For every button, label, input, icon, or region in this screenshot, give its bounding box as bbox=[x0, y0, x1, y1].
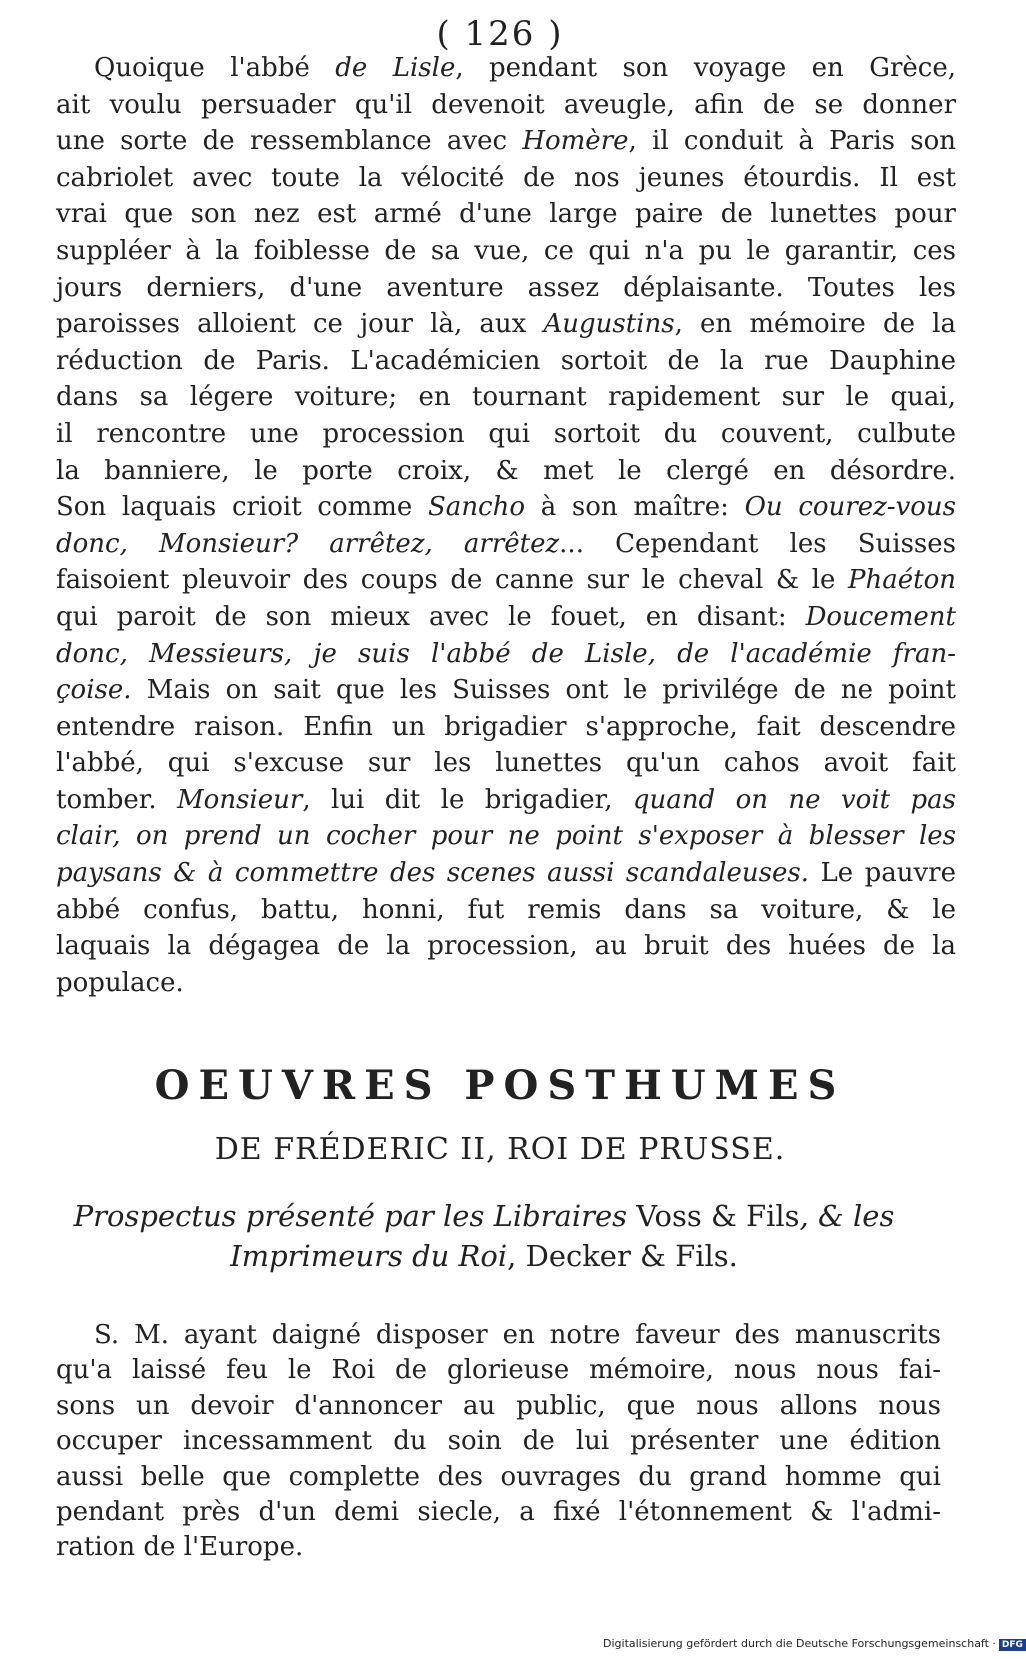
text-line bbox=[56, 87, 956, 124]
italic-span: paysans & à commettre des scenes aussi scandaleuses. bbox=[56, 858, 809, 889]
italic-span: , & les bbox=[799, 1199, 895, 1233]
text-span: ration de l'Europe. bbox=[56, 1532, 304, 1563]
text-span: , pendant son voyage en Grèce, bbox=[455, 53, 956, 83]
text-span: vrai que son nez est armé d'une large paire de lunettes pour bbox=[56, 199, 956, 230]
text-span: réduction de Paris. L'académicien sortoit de la rue Dauphine bbox=[56, 345, 956, 376]
text-line bbox=[56, 562, 956, 599]
text-line bbox=[24, 1196, 944, 1236]
text-span: il rencontre une procession qui sortoit du couvent, culbute bbox=[56, 418, 956, 449]
text-span: qui paroit de son mieux avec le fouet, en disant: bbox=[56, 601, 806, 632]
text-span: qu'a laissé feu le Roi de glorieuse mémoire, nous nous fai- bbox=[56, 1355, 941, 1386]
text-line bbox=[56, 672, 956, 709]
text-line bbox=[56, 306, 956, 343]
digitization-credit bbox=[603, 1637, 1026, 1651]
text-span: paroisses alloient ce jour là, aux bbox=[56, 309, 544, 340]
text-span: , lui dit le brigadier, bbox=[302, 784, 633, 815]
text-line bbox=[56, 1389, 941, 1424]
announcement-text bbox=[56, 1318, 941, 1566]
italic-span: donc, Messieurs, je suis l'abbé de Lisle, de l'académie fran- bbox=[56, 638, 956, 669]
article-text bbox=[56, 50, 956, 1001]
text-span: dans sa légere voiture; en tournant rapidement sur le quai, bbox=[56, 382, 956, 413]
italic-span: Augustins bbox=[543, 309, 675, 340]
text-line bbox=[24, 1236, 944, 1276]
italic-span: Phaéton bbox=[848, 565, 956, 596]
text-line bbox=[56, 233, 956, 270]
text-line bbox=[56, 123, 956, 160]
text-line bbox=[56, 1424, 941, 1459]
italic-span: Doucement bbox=[805, 601, 956, 632]
text-line bbox=[56, 196, 956, 233]
text-span: populace. bbox=[56, 967, 184, 998]
text-span: laquais la dégagea de la procession, au bruit des huées de la bbox=[56, 931, 956, 962]
text-span: une sorte de ressemblance avec bbox=[56, 126, 523, 157]
italic-span: Prospectus présenté par les Libraires bbox=[73, 1199, 637, 1233]
text-line bbox=[56, 343, 956, 380]
text-line bbox=[56, 160, 956, 197]
credit-text: Digitalisierung gefördert durch die Deutsche Forschungsgemeinschaft · bbox=[603, 1637, 996, 1650]
text-line bbox=[56, 453, 956, 490]
text-line bbox=[56, 1460, 941, 1495]
text-span: Le pauvre bbox=[808, 858, 956, 889]
text-line bbox=[56, 379, 956, 416]
text-span: , il conduit à Paris son bbox=[628, 126, 956, 157]
text-line bbox=[56, 855, 956, 892]
text-line bbox=[56, 709, 956, 746]
text-span: cabriolet avec toute la vélocité de nos jeunes étourdis. Il est bbox=[56, 162, 956, 193]
text-line bbox=[56, 1353, 941, 1388]
italic-span: Ou courez-vous bbox=[744, 492, 957, 523]
text-line bbox=[56, 489, 956, 526]
italic-span: Homère bbox=[522, 126, 629, 157]
text-line bbox=[56, 270, 956, 307]
text-span: pendant près d'un demi siecle, a fixé l'étonnement & l'admi- bbox=[56, 1496, 941, 1527]
text-span: S. M. ayant daigné disposer en notre faveur des manuscrits bbox=[94, 1320, 941, 1350]
italic-span: Imprimeurs du Roi bbox=[230, 1239, 508, 1273]
text-span: la banniere, le porte croix, & met le clergé en désordre. bbox=[56, 455, 956, 486]
text-span: jours derniers, d'une aventure assez déplaisante. Toutes les bbox=[56, 272, 956, 303]
text-line bbox=[56, 1318, 941, 1353]
text-line bbox=[56, 818, 956, 855]
text-span: Son laquais crioit comme bbox=[56, 492, 428, 523]
text-line bbox=[56, 965, 956, 1002]
dfg-logo: DFG bbox=[999, 1639, 1026, 1651]
italic-span: Sancho bbox=[428, 492, 526, 523]
text-span: tomber. bbox=[56, 784, 178, 815]
page-number: ( 126 ) bbox=[436, 14, 564, 54]
italic-span: çoise. bbox=[56, 675, 132, 706]
text-line bbox=[56, 1530, 941, 1565]
prospectus-heading bbox=[24, 1196, 944, 1276]
text-span: entendre raison. Enfin un brigadier s'approche, fait descendre bbox=[56, 711, 956, 742]
text-span: l'abbé, qui s'excuse sur les lunettes qu'un cahos avoit fait bbox=[56, 748, 956, 779]
italic-span: Monsieur bbox=[177, 784, 303, 815]
text-span: sons un devoir d'annoncer au public, que nous allons nous bbox=[56, 1390, 941, 1421]
text-span: faisoient pleuvoir des coups de canne sur le cheval & le bbox=[56, 565, 849, 596]
text-line bbox=[56, 892, 956, 929]
text-span: Mais on sait que les Suisses ont le privilége de ne point bbox=[131, 675, 956, 706]
text-span: abbé confus, battu, honni, fut remis dans sa voiture, & le bbox=[56, 894, 956, 925]
text-span: suppléer à la foiblesse de sa vue, ce qui n'a pu le garantir, ces bbox=[56, 235, 956, 266]
italic-span: de Lisle bbox=[335, 53, 456, 83]
section-subtitle: DE FRÉDERIC II, ROI DE PRUSSE. bbox=[214, 1132, 786, 1167]
text-span: ... Cependant les Suisses bbox=[559, 528, 956, 559]
italic-span: quand on ne voit pas bbox=[632, 784, 957, 815]
italic-span: donc, Monsieur? arrêtez, arrêtez bbox=[56, 528, 560, 559]
text-line bbox=[56, 50, 956, 87]
text-line bbox=[56, 782, 956, 819]
text-line bbox=[56, 599, 956, 636]
text-span: Voss & Fils bbox=[636, 1199, 800, 1233]
text-span: Quoique l'abbé bbox=[94, 53, 336, 83]
text-line bbox=[56, 928, 956, 965]
section-title: OEUVRES POSTHUMES bbox=[154, 1062, 846, 1109]
text-line bbox=[56, 1495, 941, 1530]
text-line bbox=[56, 745, 956, 782]
text-span: , en mémoire de la bbox=[674, 309, 956, 340]
text-span: ait voulu persuader qu'il devenoit aveugle, afin de se donner bbox=[56, 89, 956, 120]
text-line bbox=[56, 526, 956, 563]
text-span: occuper incessamment du soin de lui présenter une édition bbox=[56, 1426, 941, 1457]
text-span: aussi belle que complette des ouvrages du grand homme qui bbox=[56, 1461, 941, 1492]
text-line bbox=[56, 636, 956, 673]
text-span: à son maître: bbox=[525, 492, 745, 523]
text-line bbox=[56, 416, 956, 453]
text-span: , Decker & Fils. bbox=[507, 1239, 738, 1273]
italic-span: clair, on prend un cocher pour ne point s'exposer à blesser les bbox=[56, 821, 956, 852]
